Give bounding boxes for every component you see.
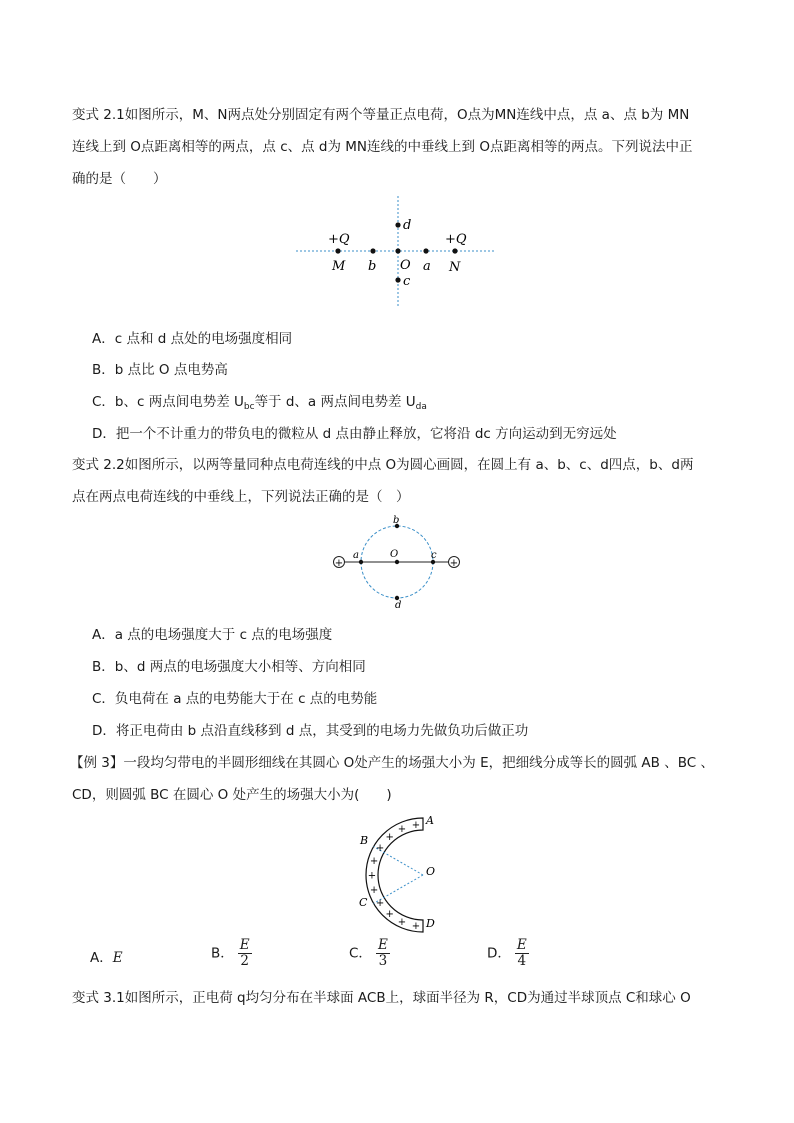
label-charge-left: +Q — [328, 232, 350, 247]
label-n: N — [449, 260, 461, 275]
point-c — [395, 277, 400, 282]
point-b — [370, 248, 375, 253]
label-c: C — [359, 896, 368, 909]
q22-option-a: A．a 点的电场强度大于 c 点的电场强度 — [92, 627, 333, 643]
label-m: M — [332, 259, 346, 274]
ex3-option-a: A．E — [90, 950, 123, 966]
plus-sign: + — [369, 884, 379, 896]
label-o: O — [426, 865, 436, 878]
q22-option-b: B．b、d 两点的电场强度大小相等、方向相同 — [92, 659, 366, 675]
ex3-option-d: D． $\frac{E}{4}$ — [487, 937, 527, 969]
point-o — [395, 248, 400, 253]
q21-option-c: C．b、c 两点间电势差 $U_{bc}$等于 d、a 两点间电势差 $U_{da}$ — [92, 394, 427, 412]
plus-sign: + — [411, 921, 421, 932]
q21-option-b: B．b 点比 O 点电势高 — [92, 362, 228, 378]
ex3-option-c: C． $\frac{E}{3}$ — [349, 937, 388, 969]
q22-option-c: C．负电荷在 a 点的电势能大于在 c 点的电势能 — [92, 691, 378, 707]
plus-sign: + — [411, 820, 421, 831]
ex3-option-b: B． $\frac{E}{2}$ — [211, 937, 250, 969]
label-a: A — [426, 814, 434, 827]
label-o: O — [400, 258, 411, 273]
q21-option-a: A．c 点和 d 点处的电场强度相同 — [92, 331, 293, 347]
fraction: $\frac{E}{4}$ — [516, 937, 527, 969]
point-n — [452, 248, 457, 253]
label-a: a — [353, 550, 359, 561]
plus-sign: + — [385, 909, 394, 921]
plus-sign: + — [385, 831, 394, 843]
q22-option-d: D．将正电荷由 b 点沿直线移到 d 点，其受到的电场力先做负功后做正功 — [92, 723, 529, 739]
ex3-stem-line1: 【例 3】一段均匀带电的半圆形细线在其圆心 O处产生的场强大小为 E，把细线分成等长的圆弧 AB 、BC 、 — [70, 755, 714, 771]
q21-stem-line1: 变式 2.1如图所示，M、N两点处分别固定有两个等量正点电荷，O点为MN连线中点，点 a、点 b为 MN — [72, 107, 690, 123]
ex3-figure — [352, 808, 448, 934]
right-charge-sign: + — [449, 558, 459, 569]
point-m — [335, 248, 340, 253]
label-d: d — [403, 218, 412, 233]
label-d: d — [395, 600, 402, 609]
q21-option-d: D．把一个不计重力的带负电的微粒从 d 点由静止释放，它将沿 dc 方向运动到无穷远处 — [92, 426, 617, 442]
q21-figure — [290, 192, 500, 312]
label-b: b — [368, 259, 377, 274]
q22-stem-line2: 点在两点电荷连线的中垂线上，下列说法正确的是（ ） — [72, 489, 410, 505]
plus-sign: + — [367, 870, 377, 882]
q22-figure — [328, 513, 468, 609]
q21-stem-line2: 连线上到 O点距离相等的两点，点 c、点 d为 MN连线的中垂线上到 O点距离相等的两点。下列说法中正 — [72, 139, 693, 155]
plus-sign: + — [397, 916, 407, 928]
label-a: a — [423, 259, 431, 274]
point-a — [423, 248, 428, 253]
q21-stem-line3: 确的是（ ） — [72, 171, 167, 187]
label-o: O — [390, 549, 399, 560]
fraction: $\frac{E}{2}$ — [239, 937, 250, 969]
label-b: b — [393, 515, 400, 526]
ex3-stem-line2: CD，则圆弧 BC 在圆心 O 处产生的场强大小为( ) — [72, 787, 392, 803]
q31-stem-line1: 变式 3.1如图所示，正电荷 q均匀分布在半球面 ACB上，球面半径为 R，CD为通过半球顶点 C和球心 O — [72, 990, 691, 1006]
plus-sign: + — [369, 856, 379, 868]
left-charge-sign: + — [334, 558, 344, 569]
point-d — [395, 222, 400, 227]
q22-stem-line1: 变式 2.2如图所示，以两等量同种点电荷连线的中点 O为圆心画圆，在圆上有 a、b、c、d四点，b、d两 — [72, 457, 694, 473]
plus-sign: + — [397, 824, 407, 836]
point-a — [359, 560, 363, 564]
fraction: $\frac{E}{3}$ — [377, 937, 388, 969]
plus-sign: + — [375, 898, 385, 910]
point-o — [395, 560, 399, 564]
label-c: c — [403, 274, 411, 289]
plus-sign: + — [375, 842, 385, 854]
label-c: c — [431, 550, 437, 561]
label-charge-right: +Q — [445, 232, 467, 247]
label-b: B — [360, 834, 369, 847]
label-d: D — [426, 917, 435, 930]
